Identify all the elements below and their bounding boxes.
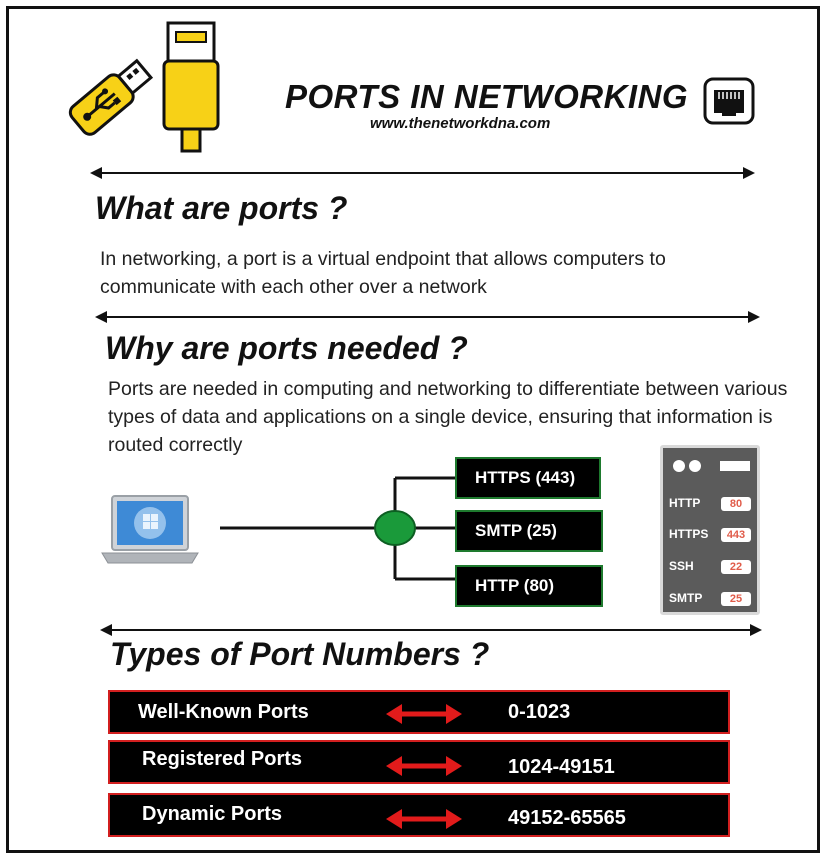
double-arrow-icon: [386, 755, 462, 777]
network-connector-lines: [220, 470, 460, 590]
service-box-http: HTTP (80): [455, 565, 603, 607]
server-port-number: 80: [721, 497, 751, 511]
port-type-row: [108, 793, 730, 837]
server-port-row: [669, 589, 759, 609]
port-type-row: [108, 690, 730, 734]
laptop-icon: [100, 493, 202, 568]
server-port-name: HTTP: [669, 496, 701, 510]
usb-stick-icon: [58, 48, 158, 148]
server-port-number: 25: [721, 592, 751, 606]
port-type-row: [108, 740, 730, 784]
port-type-range: 0-1023: [508, 701, 571, 723]
port-type-range: 1024-49151: [508, 756, 615, 778]
ethernet-port-icon: [703, 77, 755, 125]
server-led: [689, 460, 701, 472]
text-why-ports-needed: Ports are needed in computing and networking to differentiate between various types of data and applications on a single device, ensuring that information is routed correctly: [108, 378, 788, 456]
text-what-are-ports: In networking, a port is a virtual endpoint that allows computers to communicate with each other over a network: [100, 248, 666, 298]
server-port-row: [669, 557, 759, 577]
port-type-label: Well-Known Ports: [138, 701, 309, 723]
usb-connector-icon: [160, 20, 222, 155]
service-box-smtp: SMTP (25): [455, 510, 603, 552]
divider-arrow: [95, 309, 760, 325]
double-arrow-icon: [386, 808, 462, 830]
server-rack: [660, 445, 760, 615]
page-title: PORTS IN NETWORKING: [285, 78, 689, 115]
server-drive-slot: [720, 461, 750, 471]
heading-types-of-port-numbers: Types of Port Numbers ?: [110, 636, 490, 672]
server-port-name: HTTPS: [669, 527, 709, 541]
server-port-name: SMTP: [669, 591, 703, 605]
divider-arrow: [90, 165, 755, 181]
server-port-number: 443: [721, 528, 751, 542]
service-box-https: HTTPS (443): [455, 457, 601, 499]
port-type-label: Dynamic Ports: [142, 803, 283, 825]
server-port-row: [669, 525, 759, 545]
heading-why-ports-needed: Why are ports needed ?: [105, 330, 468, 366]
double-arrow-icon: [386, 703, 462, 725]
port-type-label: Registered Ports: [142, 748, 303, 770]
server-port-number: 22: [721, 560, 751, 574]
heading-what-are-ports: What are ports ?: [95, 190, 348, 226]
server-led: [673, 460, 685, 472]
server-port-row: [669, 494, 759, 514]
website-url: www.thenetworkdna.com: [370, 115, 551, 132]
server-port-name: SSH: [669, 559, 694, 573]
port-type-range: 49152-65565: [508, 807, 626, 829]
